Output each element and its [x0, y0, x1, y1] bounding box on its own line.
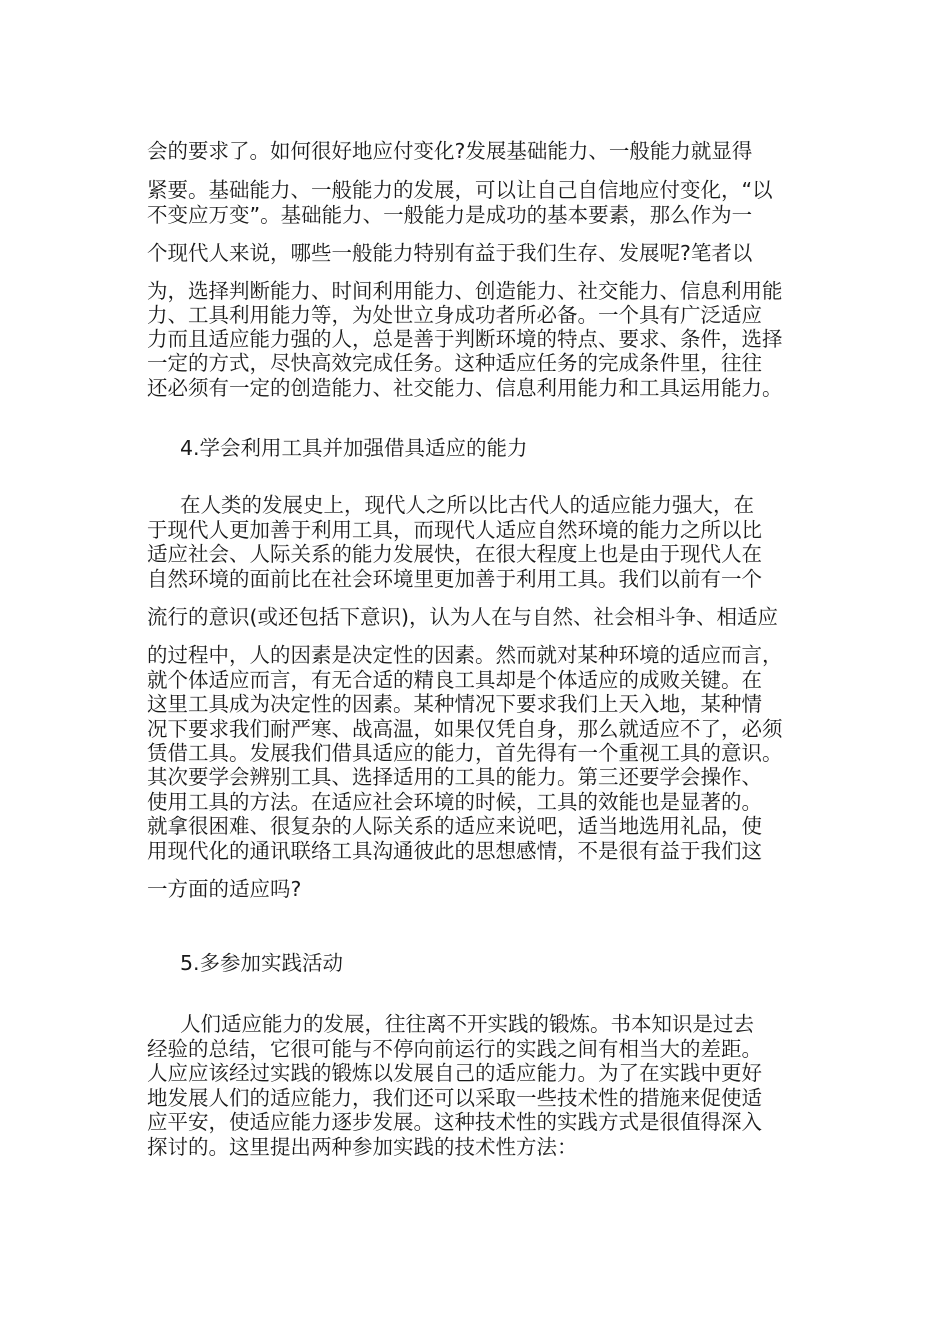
paragraph-line: 赁借工具。发展我们借具适应的能力，首先得有一个重视工具的意识。	[147, 741, 783, 765]
paragraph-line: 经验的总结，它很可能与不停向前运行的实践之间有相当大的差距。	[147, 1037, 762, 1061]
paragraph-line: 其次要学会辨别工具、选择适用的工具的能力。第三还要学会操作、	[147, 765, 762, 789]
paragraph-line: 人们适应能力的发展，往往离不开实践的锻炼。书本知识是过去	[180, 1012, 754, 1036]
paragraph-line: 就拿很困难、很复杂的人际关系的适应来说吧，适当地选用礼品，使	[147, 814, 762, 838]
paragraph-line: 人应应该经过实践的锻炼以发展自己的适应能力。为了在实践中更好	[147, 1061, 762, 1085]
paragraph-line: 力而且适应能力强的人，总是善于判断环境的特点、要求、条件，选择	[147, 327, 783, 351]
paragraph-line: 个现代人来说，哪些一般能力特别有益于我们生存、发展呢?笔者以	[147, 241, 753, 265]
paragraph-line: 力、工具利用能力等，为处世立身成功者所必备。一个具有广泛适应	[147, 303, 762, 327]
paragraph-line: 流行的意识(或还包括下意识)，认为人在与自然、社会相斗争、相适应	[147, 605, 778, 629]
paragraph-line: 在人类的发展史上，现代人之所以比古代人的适应能力强大，在	[180, 493, 754, 517]
section-heading-5: 5.多参加实践活动	[180, 951, 344, 975]
paragraph-line: 不变应万变”。基础能力、一般能力是成功的基本要素，那么作为一	[147, 203, 753, 227]
paragraph-line: 于现代人更加善于利用工具，而现代人适应自然环境的能力之所以比	[147, 518, 762, 542]
paragraph-line: 况下要求我们耐严寒、战高温，如果仅凭自身，那么就适应不了，必须	[147, 717, 783, 741]
paragraph-line: 探讨的。这里提出两种参加实践的技术性方法：	[147, 1135, 578, 1159]
paragraph-line: 这里工具成为决定性的因素。某种情况下要求我们上天入地，某种情	[147, 692, 762, 716]
paragraph-line: 紧要。基础能力、一般能力的发展，可以让自己自信地应付变化，“以	[147, 178, 773, 202]
section-heading-4: 4.学会利用工具并加强借具适应的能力	[180, 436, 528, 460]
paragraph-line: 用现代化的通讯联络工具沟通彼此的思想感情，不是很有益于我们这	[147, 839, 762, 863]
paragraph-line: 会的要求了。如何很好地应付变化?发展基础能力、一般能力就显得	[147, 139, 753, 163]
paragraph-line: 适应社会、人际关系的能力发展快，在很大程度上也是由于现代人在	[147, 542, 762, 566]
paragraph-line: 使用工具的方法。在适应社会环境的时候，工具的效能也是显著的。	[147, 790, 762, 814]
paragraph-line: 一定的方式，尽快高效完成任务。这种适应任务的完成条件里，往往	[147, 351, 762, 375]
paragraph-line: 地发展人们的适应能力，我们还可以采取一些技术性的措施来促使适	[147, 1086, 762, 1110]
paragraph-line: 就个体适应而言，有无合适的精良工具却是个体适应的成败关键。在	[147, 668, 762, 692]
paragraph-line: 为，选择判断能力、时间利用能力、创造能力、社交能力、信息利用能	[147, 279, 783, 303]
paragraph-line: 自然环境的面前比在社会环境里更加善于利用工具。我们以前有一个	[147, 567, 762, 591]
paragraph-line: 还必须有一定的创造能力、社交能力、信息利用能力和工具运用能力。	[147, 376, 783, 400]
paragraph-line: 一方面的适应吗?	[147, 877, 302, 901]
paragraph-line: 应平安，使适应能力逐步发展。这种技术性的实践方式是很值得深入	[147, 1110, 762, 1134]
paragraph-line: 的过程中，人的因素是决定性的因素。然而就对某种环境的适应而言，	[147, 643, 783, 667]
